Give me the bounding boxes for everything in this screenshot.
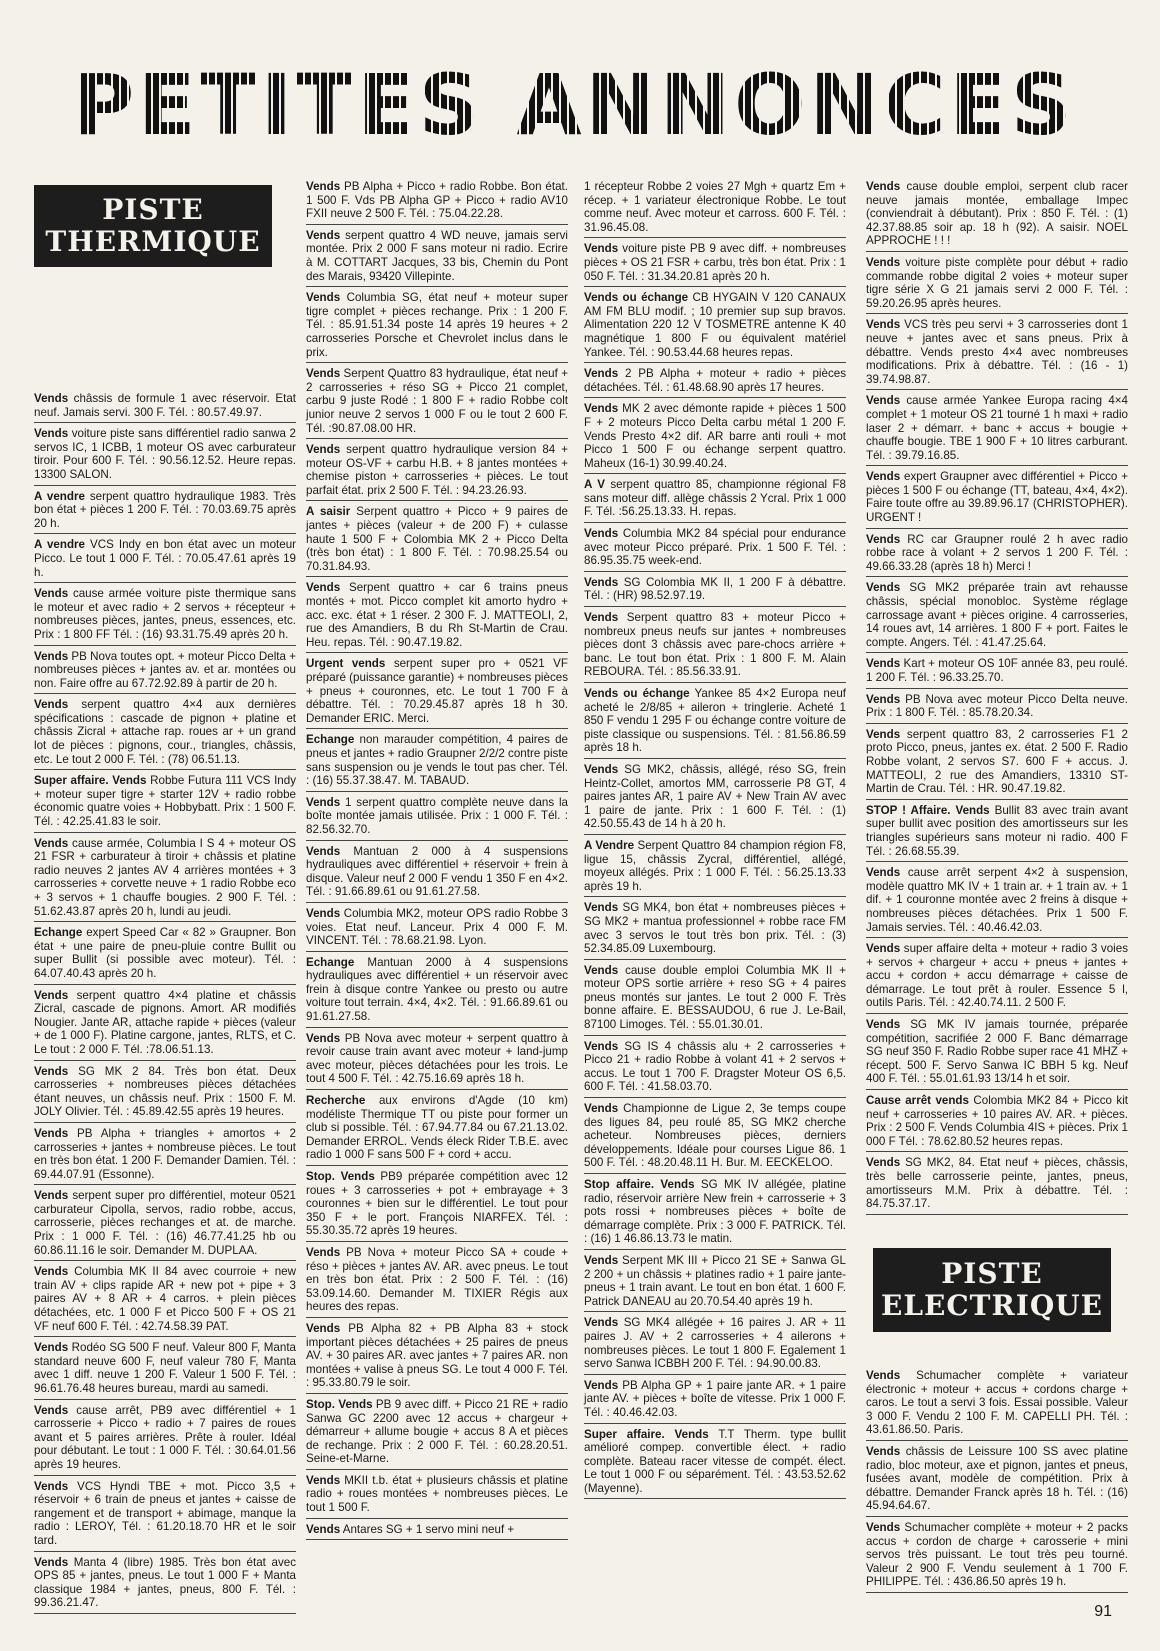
classified-ad: [306, 1320, 568, 1394]
ad-text: expert Speed Car « 82 » Graupner. Bon état + une paire de pneu-pluie contre Bullit ou super Bullit (si possible avec moteur). Tél. : 64.07.40.43 après 20 h.: [34, 926, 296, 980]
ad-lead: Super affaire. Vends: [584, 1427, 709, 1441]
ad-text: serpent quattro 4 WD neuve, jamais servi montée. Prix 2 000 F sans moteur ni radio. Ecrire à M. COTTART Jacques, 33 bis, Chemin du Pont des Marais, 93420 Villepinte.: [306, 228, 568, 283]
ad-text: cause armée, Columbia I S 4 + moteur OS 21 FSR + carburateur à tiroir + châssis et platine radio neuves 2 jantes AV 4 arrières montées + 3 carrosseries + corvette neuve + 1 radio Robbe eco + 3 servos + 1 chauffe bougies. 2 900 F. Tél. : 51.62.43.87 après 20 h, lundi au jeudi.: [34, 836, 296, 918]
ad-lead: Vends: [34, 698, 69, 712]
ad-text: cause armée voiture piste thermique sans le moteur et avec radio + 2 servos + récepteur + nombreuses pièces, jantes, pneus, essences, etc. Prix : 1 800 FF Tél. : (16) 93.31.75.49 après 20 h.: [34, 587, 296, 641]
ad-lead: Vends: [34, 1555, 69, 1569]
classified-ad: [306, 441, 568, 501]
ad-text: Rodéo SG 500 F neuf. Valeur 800 F, Manta standard neuve 600 F, neuf valeur 780 F, Manta avec 1 diff. neuve 1 200 F. Valeur 1 500 F. Tél. : 96.61.76.48 heures bureau, mardi au samedi.: [34, 1341, 296, 1395]
classified-ad: [866, 579, 1128, 653]
ad-text: SG MK IV allégée, platine radio, réservoir arrière New frein + carrosserie + 3 pots rossi + nombreuses pièces + boîte de démarrage complète. Prix : 3 000 F. PATRICK. Tél. : (16) 1 46.86.13.73 le matin.: [584, 1178, 846, 1246]
classified-ad: [34, 1063, 296, 1123]
section-header-piste-electrique: [873, 1248, 1111, 1332]
ad-lead: Vends: [866, 1444, 901, 1458]
ad-text: serpent super pro + 0521 VF préparé (puissance garantie) + nombreuses pièces + pneus + couronnes, etc. Le tout 1 700 F à débattre. Tél. : 70.29.45.87 après 18 h 30. Demander ERIC. Merci.: [306, 657, 568, 725]
ad-lead: Vends: [866, 727, 901, 741]
ad-text: PB Nova + moteur Picco SA + coude + réso + pièces + jantes AV. AR. avec pneus. Le tout en très bon état. Prix : 2 500 F. Tél. : (16) 53.09.14.60. Demander M. TIXIER Régis aux heures des repas.: [306, 1245, 568, 1314]
classified-ad: [584, 289, 846, 363]
ad-lead: Vends: [306, 443, 341, 457]
ad-text: Columbia MK2 84 spécial pour endurance avec moteur Picco préparé. Prix. 1 500 F. Tél. : 86.95.35.75 week-end.: [584, 527, 846, 568]
ad-lead: A Vendre: [584, 838, 635, 852]
ad-lead: Vends: [306, 581, 341, 595]
classified-ad: [34, 390, 296, 423]
ad-lead: Vends: [34, 1064, 69, 1078]
page-number: 91: [1094, 1603, 1112, 1620]
ad-text: PB Nova avec moteur Picco Delta neuve. Prix : 1 800 F. Tél. : 85.78.20.34.: [866, 692, 1128, 720]
ad-lead: Vends: [306, 1321, 341, 1335]
ad-text: voiture piste PB 9 avec diff. + nombreuses pièces + OS 21 FSR + carbu, très bon état. Prix : 1 050 F. Tél. : 31.34.20.81 après 20 h.: [584, 242, 846, 283]
ad-text: SG MK4, bon état + nombreuses pièces + SG MK2 + mantua professionnel + robbe race FM avec 3 servos le tout très bon prix. Tél. : (3) 52.34.85.09 Luxembourg.: [584, 901, 846, 956]
ad-lead: Vends: [34, 587, 69, 601]
classified-ad: [584, 962, 846, 1036]
ad-text: serpent quattro 4×4 aux dernières spécifications : cascade de pignon + platine et châssis Zicral + attache rap. roues ar + un grand lot de pièces : pignons, cour., triangles, châssis, etc. Le tout 2 000 F. Tél. : (78) 06.51.13.: [34, 698, 296, 766]
ad-lead: Vends: [584, 1253, 619, 1267]
banner-title: PETITES ANNONCES: [72, 56, 1076, 154]
section-title-line1: PISTE: [941, 1257, 1043, 1290]
ad-lead: Vends: [866, 318, 901, 332]
ad-text: Columbia MK2, moteur OPS radio Robbe 3 voies. Etat neuf. Lanceur. Prix 4 000 F. M. VINCENT. Tél. : 78.68.21.98. Lyon.: [306, 906, 568, 948]
classified-ad: [866, 1519, 1128, 1593]
classified-ad: [306, 503, 568, 577]
classified-ad: [866, 1092, 1128, 1152]
ad-lead: Vends: [34, 649, 69, 663]
ad-lead: Vends: [306, 1031, 341, 1045]
classified-ad: [34, 1187, 296, 1261]
ad-text: PB 9 avec diff. + Picco 21 RE + radio Sanwa GC 2200 avec 12 accus + chargeur + démarreur + allume bougie + accus 8 A et pièces de rechange. Prix : 2 000 F. Tél. : 60.28.20.51. Seine-et-Marne.: [306, 1397, 569, 1466]
ad-lead: Vends: [584, 1316, 619, 1330]
ad-lead: A V: [584, 478, 606, 492]
ad-lead: Vends: [866, 657, 901, 671]
ad-lead: Urgent vends: [306, 657, 386, 671]
classified-ad: [34, 1554, 296, 1614]
classified-ad: [584, 899, 846, 959]
ad-lead: Vends: [34, 1479, 69, 1493]
ad-lead: Vends: [866, 394, 901, 408]
ad-text: Kart + moteur OS 10F année 83, peu roulé. 1 200 F. Tél. : 96.33.25.70.: [866, 657, 1128, 684]
ad-lead: Vends: [34, 836, 69, 850]
classified-ad: [866, 392, 1128, 466]
classified-ad: [34, 1339, 296, 1399]
ad-text: Mantuan 2000 à 4 suspensions hydrauliques avec différentiel + un réservoir avec frein à disque contre Yankee ou presto ou autre voiture tout terrain. 4×4, 4×2. Tél. : 91.66.89.61 ou 91.61.27.58.: [306, 955, 568, 1024]
classified-ad: [34, 1402, 296, 1476]
ad-lead: A vendre: [34, 538, 85, 552]
classified-ad: [306, 794, 568, 841]
ad-lead: Super affaire. Vends: [34, 774, 147, 788]
classified-ad: [306, 227, 568, 287]
ad-lead: Vends: [306, 844, 341, 858]
ad-text: MKII t.b. état + plusieurs châssis et platine radio + roues montées + nombreuses pièces. Le tout 1 500 F.: [306, 1473, 568, 1515]
ad-lead: Vends: [34, 392, 69, 405]
classified-ad: [866, 864, 1128, 938]
classified-ad: [34, 1478, 296, 1552]
ad-lead: Vends: [306, 1522, 341, 1536]
classified-ad: [34, 835, 296, 923]
ad-lead: Echange: [306, 733, 355, 747]
ad-lead: Vends: [866, 866, 901, 880]
ad-lead: Vends: [306, 228, 341, 242]
classified-ad: [584, 1252, 846, 1312]
ad-text: SG MK 2 84. Très bon état. Deux carrosseries + nombreuses pièces détachées étant neuves, un châssis neuf. Prix : 1500 F. M. JOLY Olivier. Tél. : 45.89.42.55 après 19 heures.: [34, 1064, 296, 1119]
ad-lead: Vends: [306, 1245, 341, 1259]
classified-ad: [306, 1472, 568, 1519]
ad-text: Serpent Quattro 83 hydraulique, état neuf + 2 carrosseries + réso SG + Picco 21 complet, carbu 9 juste Rodé : 1 800 F + radio Robbe colt junior neuve 2 servos 1 000 F ou le tout 2 600 F. Tél. :90.87.08.00 HR.: [306, 367, 568, 435]
ad-text: cause double emploi Columbia MK II + moteur OPS sortie arrière + reso SG + 4 paires pneus montés sur jantes. Le tout 2 000 F. Très bonne affaire. E. BESSAUDOU, 6 rue J. Le-Bail, 87100 Limoges. Tél. : 55.01.30.01.: [584, 963, 846, 1032]
page-banner: [30, 56, 1118, 154]
ad-text: PB Nova avec moteur + serpent quattro à revoir cause train avant avec moteur + land-jump avec moteur, pièces détachées pour les trois. Le tout 4 500 F. Tél. : 42.75.16.69 après 18 h.: [306, 1031, 568, 1086]
ad-lead: Vends: [584, 1039, 619, 1053]
ad-text: SG MK IV jamais tournée, préparée compétition, sacrifiée 2 000 F. Banc démarrage SG neuf 350 F. Radio Robbe super race 41 MHZ + récept. 500 F. Servo Sanwa IC BBH 5 kg. Neuf 400 F. Tél. : 55.01.61.93 13/14 h et soir.: [866, 1018, 1128, 1086]
classified-ad: [306, 731, 568, 791]
classified-ad: [584, 365, 846, 398]
ad-lead: Echange: [34, 926, 83, 940]
ad-lead: Vends: [34, 1403, 69, 1417]
ad-lead: Vends: [306, 795, 341, 809]
ad-text: Serpent MK III + Picco 21 SE + Sanwa GL 2 200 + un châssis + platines radio + 1 paire jante-pneus + 1 train avant. Le tout en bon état. 1 600 F. Patrick DANEAU au 20.70.54.40 après 19 h.: [584, 1253, 846, 1308]
section-title-line2: ELECTRIQUE: [880, 1289, 1103, 1322]
classified-ad: [306, 289, 568, 363]
ad-text: MK 2 avec démonte rapide + pièces 1 500 F + 2 moteurs Picco Delta carbu métal 1 200 F. Vends Presto 4×2 dif. AR barre anti rouli + mot Picco 1 500 F ou échange serpent quattro. Maheux (16-1) 30.99.40.24.: [584, 402, 846, 470]
classified-ad: [306, 843, 568, 903]
classified-ad: [34, 648, 296, 695]
ad-text: RC car Graupner roulé 2 h avec radio robbe race à volant + 2 servos 1 200 F. Tél. : 49.66.33.28 (après 18 h) Merci !: [866, 532, 1128, 573]
ads-column-1: [34, 390, 296, 1610]
classified-ad: [584, 1176, 846, 1250]
classified-ad: [34, 536, 296, 583]
ad-text: 2 PB Alpha + moteur + radio + pièces détachées. Tél. : 61.48.68.90 après 17 heures.: [584, 367, 846, 394]
classified-ad: [866, 254, 1128, 314]
ad-text: Serpent Quattro 84 champion région F8, ligue 15, châssis Zycral, différentiel, allégé, moyeux allégés. Prix : 1 000 F. Tél. : 56.25.13.33 après 19 h.: [584, 838, 846, 893]
ad-lead: Vends: [866, 470, 901, 484]
classified-ad: [584, 178, 846, 238]
ad-text: CB HYGAIN V 120 CANAUX AM FM BLU modif. ; 10 premier sup sup bravos. Alimentation 220 12 V TOSMETRE antenne K 40 magnétique 1 800 F ou équivalent matériel Yankee. Tél. : 90.53.44.68 heures repas.: [584, 291, 846, 359]
ads-column-4: [866, 178, 1129, 1211]
ad-text: VCS Indy en bon état avec un moteur Picco. Le tout 1 000 F. Tél. : 70.05.47.61 après 19 h.: [34, 538, 296, 579]
classified-ad: [306, 365, 568, 439]
ad-lead: Vends: [866, 532, 901, 546]
ad-lead: Vends: [866, 581, 901, 595]
ad-text: non marauder compétition, 4 paires de pneus et jantes + radio Graupner 2/2/2 contre piste sans suspension ou je vends le tout pas cher. Tél. : (16) 55.37.38.47. M. TABAUD.: [306, 733, 568, 788]
ad-text: expert Graupner avec différentiel + Picco + pièces 1 500 F ou échange (TT, bateau, 4×4, 4×2). Faire toute offre au 39.89.96.17 (CHRISTOPHER). URGENT !: [866, 470, 1128, 525]
ad-lead: Vends: [584, 242, 619, 256]
ad-lead: Vends: [306, 1473, 341, 1487]
classified-ad: [866, 1367, 1128, 1441]
section-title-line2: THERMIQUE: [45, 225, 261, 258]
ad-lead: A saisir: [306, 505, 351, 519]
ad-text: châssis de Leissure 100 SS avec platine radio, bloc moteur, axe et pignon, jantes et pneus, fusées avant, modèle de compétition. Prix à débattre. Demander Franck après 18 h. Tél. : (16) 45.94.64.67.: [866, 1444, 1128, 1513]
ad-text: Mantuan 2 000 à 4 suspensions hydrauliques avec différentiel + réservoir + frein à disque. Valeur neuf 2 000 F vendu 1 350 F en 4×2. Tél. : 91.66.89.61 ou 91.61.27.58.: [306, 844, 568, 899]
classified-ad: [866, 1154, 1128, 1214]
classified-ad: [34, 488, 296, 535]
classified-ad: [34, 585, 296, 645]
ad-text: serpent super pro différentiel, moteur 0521 carburateur Cipolla, servos, radio robbe, accus, carrosserie, pièces rechanges et at. de marche. Prix : 1 000 F. Tél. : (16) 46.77.41.25 hb ou 60.86.11.16 le soir. Demander M. DUPLAA.: [34, 1189, 296, 1257]
classified-ad: [866, 940, 1128, 1014]
section-title-line1: PISTE: [102, 193, 204, 226]
ad-lead: STOP ! Affaire. Vends: [866, 803, 990, 817]
ad-lead: Vends: [866, 180, 901, 193]
classified-ad: [584, 1100, 846, 1174]
classified-ad: [584, 1377, 846, 1424]
ad-lead: Vends: [306, 291, 341, 305]
ad-text: Colombia MK2 84 + Picco kit neuf + carrosseries + 10 paires AV. AR. + pièces. Prix : 2 500 F. Vends Columbia 4IS + pièces. Prix 1 000 F Tél. : 78.62.80.52 heures repas.: [866, 1094, 1129, 1148]
classified-ad: [306, 655, 568, 729]
ad-text: Columbia MK II 84 avec courroie + new train AV + clips rapide AR + new pot + pipe + 3 paires AV + 8 AR + 4 carros. + plein pièces détachées, etc. 1 000 F et Picco 500 F + OS 21 VF neuf 600 F. Tél. : 42.74.58.39 PAT.: [34, 1265, 296, 1333]
ad-lead: Vends: [584, 1378, 619, 1392]
ad-text: aux environs d'Agde (10 km) modéliste Thermique TT ou piste pour former un club si possible. Tél. : 67.94.77.84 ou 67.21.13.02. Demander ERROL. Vends éleck Rider T.B.E. avec radio 1 000 F sans 500 F + cord + accu.: [306, 1094, 568, 1162]
ad-lead: Vends: [866, 1520, 901, 1534]
ad-text: châssis de formule 1 avec réservoir. Etat neuf. Jamais servi. 300 F. Tél. : 80.57.49.97.: [34, 392, 296, 419]
classified-ad: [34, 987, 296, 1061]
classified-ad: [866, 1016, 1128, 1090]
ad-lead: Recherche: [306, 1094, 366, 1108]
ad-lead: Vends: [866, 692, 901, 706]
ad-lead: Stop. Vends: [306, 1397, 373, 1411]
classified-ad: [34, 1263, 296, 1337]
classified-ad: [34, 924, 296, 984]
ad-text: SG IS 4 châssis alu + 2 carrosseries + Picco 21 + radio Robbe à volant 41 + 2 servos + accus. Le tout 1 700 F. Dragster Moteur OS 6,5. 600 F. Tél. : 41.58.03.70.: [584, 1039, 846, 1094]
classified-ad: [584, 240, 846, 287]
classified-ad: [584, 1038, 846, 1098]
ad-text: Yankee 85 4×2 Europa neuf acheté le 2/8/85 + aileron + tringlerie. Acheté 1 850 F vendu 1 295 F ou échange contre voiture de piste classique ou suspensions. Tél. : 81.56.86.59 après 18 h.: [584, 687, 846, 755]
classified-ad: [306, 1521, 568, 1541]
ads-column-3: [584, 178, 846, 1598]
ad-text: VCS Hyndi TBE + mot. Picco 3,5 + réservoir + 6 train de pneus et jantes + caisse de rangement et de transport + abimage, manque la radio : LEROY, Tél. : 61.20.18.70 HR et le soir tard.: [34, 1479, 296, 1547]
classified-ad: [866, 468, 1128, 528]
classified-ad: [866, 726, 1128, 800]
ad-text: Schumacher complète + variateur électronic + moteur + accus + cordons charge + caros. Le tout a servi 3 fois. Essai possible. Valeur 3 000 F. Vendu 2 100 F. M. CAPELLI PH. Tél. : 43.61.86.50. Paris.: [866, 1369, 1128, 1437]
ad-text: serpent quattro hydraulique 1983. Très bon état + pièces 1 200 F. Tél. : 70.03.69.75 après 20 h.: [34, 489, 296, 530]
ad-lead: Vends: [584, 901, 619, 915]
ad-text: VCS très peu servi + 3 carrosseries dont 1 neuve + jantes avec et sans pneus. Prix à débattre. Vends presto 4×4 avec nombreuses modifications. Prix à débattre. Tél. : (16 - 1) 39.74.98.87.: [866, 318, 1128, 386]
ad-lead: Vends: [34, 1189, 69, 1203]
ad-text: PB Alpha 82 + PB Alpha 83 + stock important pièces détachées + 25 paires de pneus AV. + 30 paires AR. avec jantes + 7 paires AR. non montées + valise à pneus SG. Le tout 4 000 F. Tél. : 95.33.80.79 le soir.: [306, 1321, 568, 1390]
classified-ad: [584, 685, 846, 759]
ad-lead: Vends: [584, 963, 619, 977]
ad-text: voiture piste sans différentiel radio sanwa 2 servos IC, 1 ICBB, 1 moteur OS avec carburateur tiroir. Pour 600 F. Tél. : 90.56.12.52. Heure repas. 13300 SALON.: [34, 427, 296, 481]
classified-ad: [866, 655, 1128, 688]
ad-lead: Vends: [866, 1369, 901, 1382]
classified-ad: [306, 954, 568, 1028]
ad-lead: Vends ou échange: [584, 687, 690, 700]
classified-ad: [584, 400, 846, 474]
ad-lead: Vends: [34, 1341, 69, 1355]
classified-ad: [584, 609, 846, 683]
classified-ad: [584, 761, 846, 835]
ad-text: Serpent quattro 83 + moteur Picco + nombreux pneus neufs sur jantes + nombreuses pièces dont 3 châssis avec pare-chocs arrière + banc. Le tout bon état. Prix : 1 800 F. M. Alain REBOURA. Tél. : 85.56.33.91.: [584, 611, 846, 679]
ad-lead: Stop affaire. Vends: [584, 1178, 695, 1191]
ad-text: 1 serpent quattro complète neuve dans la boîte montée jamais utilisée. Prix : 1 000 F. Tél. : 82.56.32.70.: [306, 795, 568, 836]
classified-ad: [584, 1314, 846, 1374]
ad-text: SG MK2, châssis, allégé, réso SG, frein Heintz-Collet, amortos MM, carrosserie P8 GT, 4 paires jantes AR, 1 paire AV + New Train AV avec 1 paire de jante. Prix : 1 600 F. Tél. : (1) 42.50.55.43 de 14 h à 20 h.: [584, 762, 846, 831]
ad-text: Manta 4 (libre) 1985. Très bon état avec OPS 85 + jantes, pneus. Le tout 1 000 F + Manta classique 1984 + jantes, pneus, 800 F. Tél. : 99.36.21.47.: [34, 1555, 296, 1610]
classified-ad: [306, 178, 568, 225]
ad-text: cause double emploi, serpent club racer neuve jamais montée, emballage Impec (conviendrait à débutant). Prix : 850 F. Tél. : (1) 42.37.88.85 soir ap. 18 h (92). A saisir. NOEL APPROCHE ! ! !: [866, 180, 1128, 248]
classified-ad: [584, 574, 846, 607]
ad-lead: Vends: [866, 255, 901, 269]
classified-ad: [34, 425, 296, 485]
classified-ad: [306, 1030, 568, 1090]
classified-ad: [866, 802, 1128, 862]
classified-ad: [306, 1244, 568, 1318]
classified-ad: [866, 531, 1128, 578]
classified-ad: [306, 1168, 568, 1242]
ad-lead: Vends: [584, 762, 619, 776]
ad-text: Serpent quattro + car 6 trains pneus montés + mot. Picco complet kit amorto hydro + acc. exc. état + 1 réser. 2 300 F. J. MATTEOLI, 2, rue des Amandiers, B du Rh St-Martin de Crau. Heu. repas. Tél. : 90.47.19.82.: [306, 581, 568, 649]
ad-lead: Vends: [584, 575, 619, 589]
ad-lead: Vends: [584, 1102, 619, 1116]
ad-text: SG MK2, 84. Etat neuf + pièces, châssis, très belle carrosserie peinte, jantes, pneus, amortisseurs M.M. Prix à débattre. Tél. : 84.75.37.17.: [866, 1156, 1128, 1211]
ad-lead: Vends: [34, 1126, 69, 1140]
ad-lead: Echange: [306, 955, 355, 969]
ad-lead: Vends: [584, 402, 619, 416]
ad-lead: A vendre: [34, 489, 85, 503]
classified-ad: [306, 1092, 568, 1166]
ad-text: serpent quattro hydraulique version 84 + moteur OS-VF + carbu H.B. + 8 jantes montées + chemise piston + carrosseries + pièces. Le tout parfait état. prix 2 500 F. Tél. : 94.23.26.93.: [306, 443, 568, 497]
classified-ad: [584, 1426, 846, 1500]
ad-lead: Vends: [306, 906, 341, 920]
ad-text: PB Alpha GP + 1 paire jante AR. + 1 paire jante AV. + pièces + boîte de vitesse. Prix 1 000 F. Tél. : 40.46.42.03.: [584, 1378, 846, 1419]
classified-ad: [306, 579, 568, 653]
ad-text: Columbia SG, état neuf + moteur super tigre complet + pièces rechange. Prix : 1 200 F. Tél. : 85.91.51.34 poste 14 après 19 heures + 2 carrosseries Porsche et Chevrolet inclus dans le prix.: [306, 291, 568, 359]
ad-lead: Vends: [584, 527, 619, 541]
ads-column-electrique: [866, 1367, 1128, 1589]
ad-text: serpent quattro 4×4 platine et châssis Zicral, cascade de pignons. Amort. AR modifiés Nougier. Jante AR, attache rapide + pièces (valeur + de 1 000 F). Platine cargone, jantes, RLTS, et C. Le tout : 2 000 F. Tél. :78.06.51.13.: [34, 988, 296, 1056]
ad-lead: Vends: [306, 367, 341, 381]
ad-text: PB Alpha + triangles + amortos + 2 carrosseries + jantes + nombreuse pièces. Le tout en très bon état. 1 200 F. Demander Damien. Tél. : 69.44.07.91 (Essonne).: [34, 1126, 296, 1181]
ad-text: Robbe Futura 111 VCS Indy + moteur super tigre + starter 12V + radio robbe économic quatre voies + Hobbybatt. Prix : 1 500 F. Tél. : 42.25.41.83 le soir.: [34, 774, 296, 829]
ad-text: Serpent quattro + Picco + 9 paires de jantes + pièces (valeur + de 200 F) + culasse haute 1 500 F + Colombia MK 2 + Picco Delta (très bon état) : 1 800 F. Tél. : 70.98.25.54 ou 70.31.84.93.: [306, 505, 568, 573]
classified-ad: [306, 905, 568, 952]
ad-lead: Vends ou échange: [584, 291, 689, 305]
classified-ad: [866, 178, 1128, 252]
ad-text: cause arrêt, PB9 avec différentiel + 1 carrosserie + Picco + radio + 7 paires de roues avant et 5 paires arrières. Prête à rouler. Idéal pour débutant. Le tout : 1 000 F. Tél. : 30.64.01.56 après 19 heures.: [34, 1403, 296, 1471]
ad-text: super affaire delta + moteur + radio 3 voies + servos + chargeur + accu + pneus + jantes + accu + cordon + accu démarrage + caisse de démarrage. Le tout prêt à rouler. Essence 5 l, outils Paris. Tél. : 42.40.74.11. 2 500 F.: [866, 942, 1128, 1010]
classified-ad: [866, 691, 1128, 724]
section-header-piste-thermique: [34, 185, 272, 267]
ad-text: SG MK4 allégée + 16 paires J. AR + 11 paires J. AV + 2 carrosseries + 4 ailerons + nombreuses pièces. Le tout 1 800 F. Egalement 1 servo Sanwa ICBBH 200 F. Tél. : 94.90.00.83.: [584, 1316, 846, 1371]
ad-text: Antares SG + 1 servo mini neuf +: [340, 1522, 515, 1536]
classified-ad: [866, 316, 1128, 390]
ad-text: Bullit 83 avec train avant super bullit avec position des amortisseurs sur les triangles supérieurs sans moteur ni radio. 400 F Tél. : 26.68.55.39.: [866, 803, 1128, 858]
ad-lead: Vends: [34, 988, 69, 1002]
ad-lead: Vends: [866, 1156, 901, 1170]
classified-ad: [584, 476, 846, 523]
classified-ad: [866, 1443, 1128, 1517]
classified-ad: [306, 1396, 568, 1470]
ad-text: cause arrêt serpent 4×2 à suspension, modèle quattro MK IV + 1 train ar. + 1 train av. + 1 dif. + 1 couronne montée avec 2 freins à disque + nombreuses pièces détachées. Prix 1 500 F. Jamais servies. Tél. : 40.46.42.03.: [866, 866, 1128, 934]
ad-text: voiture piste complète pour début + radio commande robbe digital 2 voies + moteur super tigre série X G 21 jamais servi 2 000 F. Tél. : 59.20.26.95 après heures.: [866, 255, 1128, 310]
classified-ad: [34, 772, 296, 832]
ad-text: T.T Therm. type bullit amélioré compep. convertible élect. + radio complète. Bateau racer vitesse de compét. élect. Le tout 1 000 F ou séparément. Tél. : 43.53.52.62 (Mayenne).: [584, 1427, 846, 1495]
ad-text: SG Colombia MK II, 1 200 F à débattre. Tél. : (HR) 98.52.97.19.: [584, 575, 846, 603]
classified-ad: [584, 525, 846, 572]
ad-lead: Stop. Vends: [306, 1170, 375, 1183]
ad-lead: Cause arrêt vends: [866, 1094, 969, 1108]
ad-lead: Vends: [34, 427, 69, 441]
ad-text: 1 récepteur Robbe 2 voies 27 Mgh + quartz Em + récep. + 1 variateur électronique Robbe. Le tout comme neuf. Avec moteur et carross. 600 F. Tél. : 31.96.45.08.: [584, 180, 846, 234]
ad-lead: Vends: [584, 611, 619, 625]
ad-lead: Vends: [34, 1265, 69, 1279]
ad-lead: Vends: [866, 1018, 901, 1032]
ad-text: PB Nova toutes opt. + moteur Picco Delta + nombreuses pièces + jantes av. et ar. montées ou non. Faire offre au 67.72.92.89 à partir de 20 h.: [34, 649, 296, 690]
ad-text: PB Alpha + Picco + radio Robbe. Bon état. 1 500 F. Vds PB Alpha GP + Picco + radio AV10 FXII neuve 2 500 F. Tél. : 75.04.22.28.: [306, 180, 568, 221]
classified-ad: [34, 696, 296, 770]
ad-lead: Vends: [584, 367, 619, 381]
classified-ad: [584, 837, 846, 897]
ad-text: Schumacher complète + moteur + 2 packs accus + cordon de charge + carosserie + mini servos très puissant. Le tout très peu tourné. Valeur 2 900 F. Vendu seulement à 1 700 F. PHILIPPE. Tél. : 436.86.50 après 19 h.: [866, 1520, 1128, 1589]
ad-text: serpent quattro 85, championne régional F8 sans moteur diff. allège châssis 2 Ycral. Prix 1 000 F. Tél. :56.25.13.33. H. repas.: [584, 478, 846, 519]
ad-text: cause armée Yankee Europa racing 4×4 complet + 1 moteur OS 21 tourné 1 h maxi + radio laser 2 + démarr. + banc + accus + bougie + chauffe bougie. TBE 1 900 F + 10 litres carburant. Tél. : 39.79.16.85.: [866, 394, 1128, 462]
ad-text: PB9 préparée compétition avec 12 roues + 3 carrosseries + pot + embrayage + 3 couronnes + bien sur le différentiel. Le tout pour 350 F + le port. François NIARFEX. Tél. : 55.30.35.72 après 19 heures.: [306, 1170, 568, 1238]
classified-ad: [34, 1125, 296, 1185]
ad-lead: Vends: [306, 180, 341, 193]
ad-lead: Vends: [866, 942, 901, 956]
ad-text: SG MK2 préparée train avt rehausse châssis, spécial monobloc. Système réglage carrossage avant + pièces origine. 4 carrosseries, 14 roues avt, 14 arrières. 1 800 F + port. Faites le compte. Angers. Tél. : 41.47.25.64.: [866, 581, 1128, 649]
ad-text: serpent quattro 83, 2 carrosseries F1 2 proto Picco, pneus, jantes ex. état. 2 500 F. Radio Robbe volant, 2 servos S7. 600 F + accus. J. MATTEOLI, 2 rue des Amandiers, 13310 ST-Martin de Crau. Tél. : HR. 90.47.19.82.: [866, 727, 1128, 796]
ad-text: Championne de Ligue 2, 3e temps coupe des ligues 84, peu roulé 85, SG MK2 cherche acheteur. Nombreuses pièces, derniers développements. Idéale pour courses Ligue 86. 1 500 F. Tél. : 48.20.48.11 H. Bur. M. EECKELOO.: [584, 1102, 846, 1170]
ads-column-2: [306, 178, 568, 1598]
